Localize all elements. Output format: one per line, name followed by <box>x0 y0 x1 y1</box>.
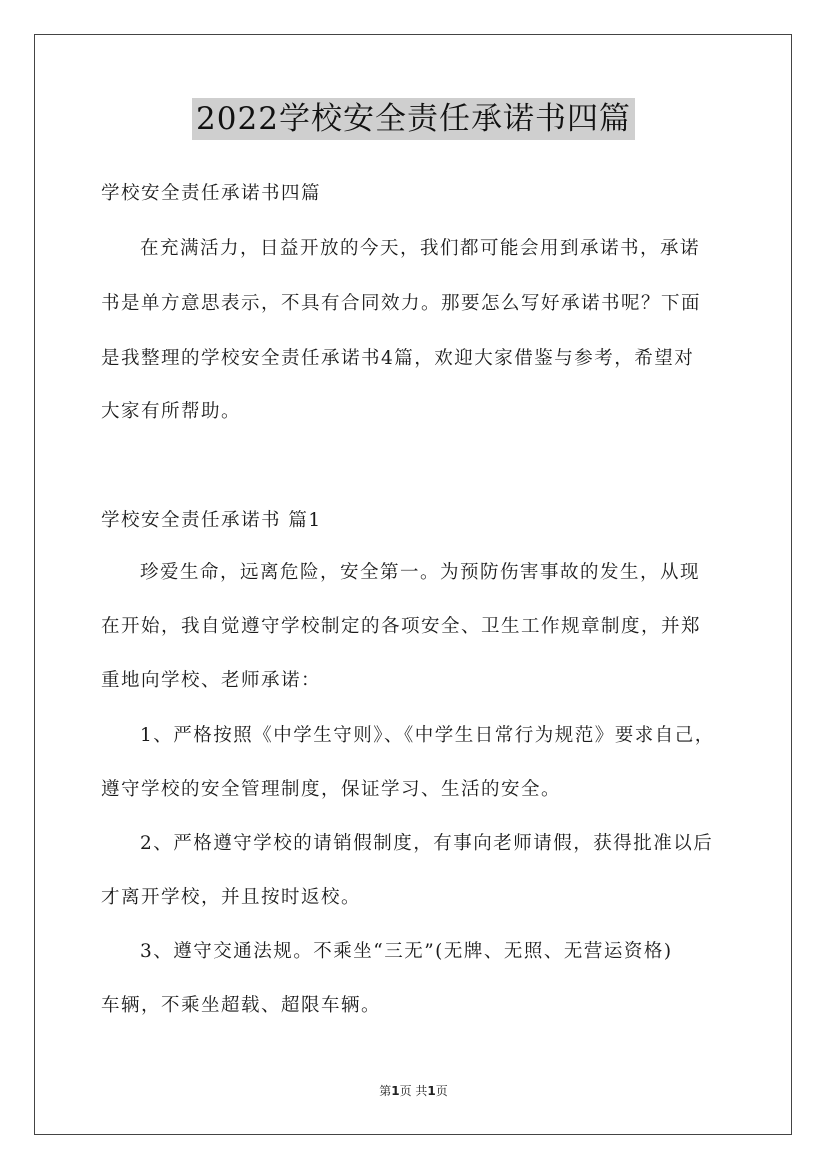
paragraph-line: 遵守学校的安全管理制度，保证学习、生活的安全。 <box>101 779 562 800</box>
paragraph-line: 大家有所帮助。 <box>101 401 242 422</box>
paragraph-line: 珍爱生命，远离危险，安全第一。为预防伤害事故的发生，从现 <box>140 562 701 583</box>
paragraph-line: 在充满活力，日益开放的今天，我们都可能会用到承诺书，承诺 <box>140 238 701 259</box>
paragraph-line: 书是单方意思表示，不具有合同效力。那要怎么写好承诺书呢？下面 <box>101 293 702 314</box>
page-footer <box>0 1083 827 1099</box>
footer-page-mid: 页 共 <box>399 1084 428 1098</box>
footer-page-prefix: 第 <box>379 1084 392 1098</box>
document-title: 2022学校安全责任承诺书四篇 <box>192 98 635 140</box>
paragraph-line: 车辆，不乘坐超载、超限车辆。 <box>101 995 382 1016</box>
list-item: 3、遵守交通法规。不乘坐“三无”(无牌、无照、无营运资格) <box>140 941 673 962</box>
footer-page-total: 1 <box>427 1084 436 1098</box>
footer-page-suffix: 页 <box>435 1084 448 1098</box>
paragraph-line: 在开始，我自觉遵守学校制定的各项安全、卫生工作规章制度，并郑 <box>101 616 702 637</box>
list-item: 2、严格遵守学校的请销假制度，有事向老师请假，获得批准以后 <box>140 833 714 854</box>
paragraph-line: 是我整理的学校安全责任承诺书4篇，欢迎大家借鉴与参考，希望对 <box>101 348 695 369</box>
paragraph-line: 才离开学校，并且按时返校。 <box>101 887 362 908</box>
section-heading: 学校安全责任承诺书 篇1 <box>101 510 322 531</box>
intro-heading: 学校安全责任承诺书四篇 <box>101 183 322 204</box>
paragraph-line: 重地向学校、老师承诺： <box>101 670 322 691</box>
title-container <box>0 98 827 140</box>
footer-page-number: 1 <box>391 1084 400 1098</box>
list-item: 1、严格按照《中学生守则》、《中学生日常行为规范》要求自己， <box>140 725 715 746</box>
